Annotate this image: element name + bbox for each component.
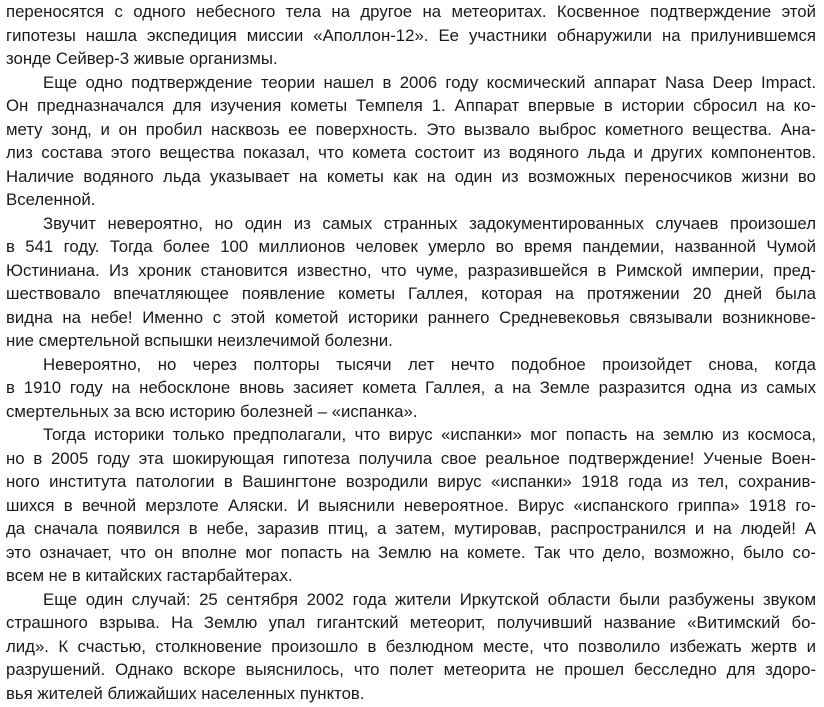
text-line: ного института патологии в Вашингтоне возродили вирус «испанки» 1918 года из тел, сохранив- xyxy=(6,472,816,491)
text-line: Наличие водяного льда указывает на кометы как на один из возможных переносчиков жизни во xyxy=(6,166,816,186)
text-line: шествовало впечатляющее появление кометы Галлея, которая на протяжении 20 дней была xyxy=(6,284,816,303)
text-line: да сначала появился в небе, заразив птиц, а затем, мутировав, распространился и на людей! А xyxy=(6,519,816,538)
text-body xyxy=(6,0,816,705)
text-line: шихся в вечной мерзлоте Аляски. И выяснили невероятное. Вирус «испанского гриппа» 1918 го- xyxy=(6,495,816,515)
text-line: видна на небе! Именно с этой кометой историки раннего Средневековья связывали возникнове- xyxy=(6,307,816,327)
text-line: страшного взрыва. На Землю упал гигантский метеорит, получивший название «Витимский бо- xyxy=(6,613,816,632)
text-line: в 541 году. Тогда более 100 миллионов человек умерло во время пандемии, названной Чумой xyxy=(6,237,816,256)
text-line: Звучит невероятно, но один из самых странных задокументированных случаев произошел xyxy=(43,213,816,233)
text-line: Невероятно, но через полторы тысячи лет нечто подобное произойдет снова, когда xyxy=(43,354,816,374)
text-line: лид». К счастью, столкновение произошло в безлюдном месте, что позволило избежать жертв и xyxy=(6,636,816,656)
text-line: зонде Сейвер-3 живые организмы. xyxy=(6,49,278,68)
text-line: Юстиниана. Из хроник становится известно, что чуме, разразившейся в Римской империи, пред- xyxy=(6,260,816,280)
text-line: в 1910 году на небосклоне вновь засияет комета Галлея, а на Земле разразится одна из самых xyxy=(6,378,816,397)
text-line: смертельных за всю историю болезней – «испанка». xyxy=(6,401,418,421)
text-line: Еще одно подтверждение теории нашел в 2006 году космический аппарат Nasa Deep Impact. xyxy=(43,72,816,92)
text-line: Он предназначался для изучения кометы Темпеля 1. Аппарат впервые в истории сбросил на ко- xyxy=(6,96,816,115)
text-line: разрушений. Однако вскоре выяснилось, что полет метеорита не прошел бесследно для здоро- xyxy=(6,660,816,679)
text-line: переносятся с одного небесного тела на другое на метеоритах. Косвенное подтверждение этой xyxy=(6,2,816,21)
text-line: это означает, что он вполне мог попасть на Землю на комете. Так что дело, возможно, было со- xyxy=(6,542,816,562)
text-line: Еще один случай: 25 сентября 2002 года жители Иркутской области были разбужены звуком xyxy=(43,589,816,609)
text-line: мету зонд, и он пробил насквозь ее поверхность. Это вызвало выброс кометного вещества. Ана- xyxy=(6,119,816,139)
text-line: лиз состава этого вещества показал, что комета состоит из водяного льда и других компонентов. xyxy=(6,143,816,162)
text-line: вья жителей ближайших населенных пунктов. xyxy=(6,683,365,703)
text-line: но в 2005 году эта шокирующая гипотеза получила свое реальное подтверждение! Ученые Воен- xyxy=(6,448,816,468)
text-line: гипотезы нашла экспедиция миссии «Аполлон-12». Ее участники обнаружили на прилунившемся xyxy=(6,25,816,45)
text-line: ние смертельной вспышки неизлечимой болезни. xyxy=(6,331,393,350)
text-line: Тогда историки только предполагали, что вирус «испанки» мог попасть на землю из космоса, xyxy=(43,425,816,444)
text-line: всем не в китайских гастарбайтерах. xyxy=(6,566,293,585)
text-line: Вселенной. xyxy=(6,190,96,209)
